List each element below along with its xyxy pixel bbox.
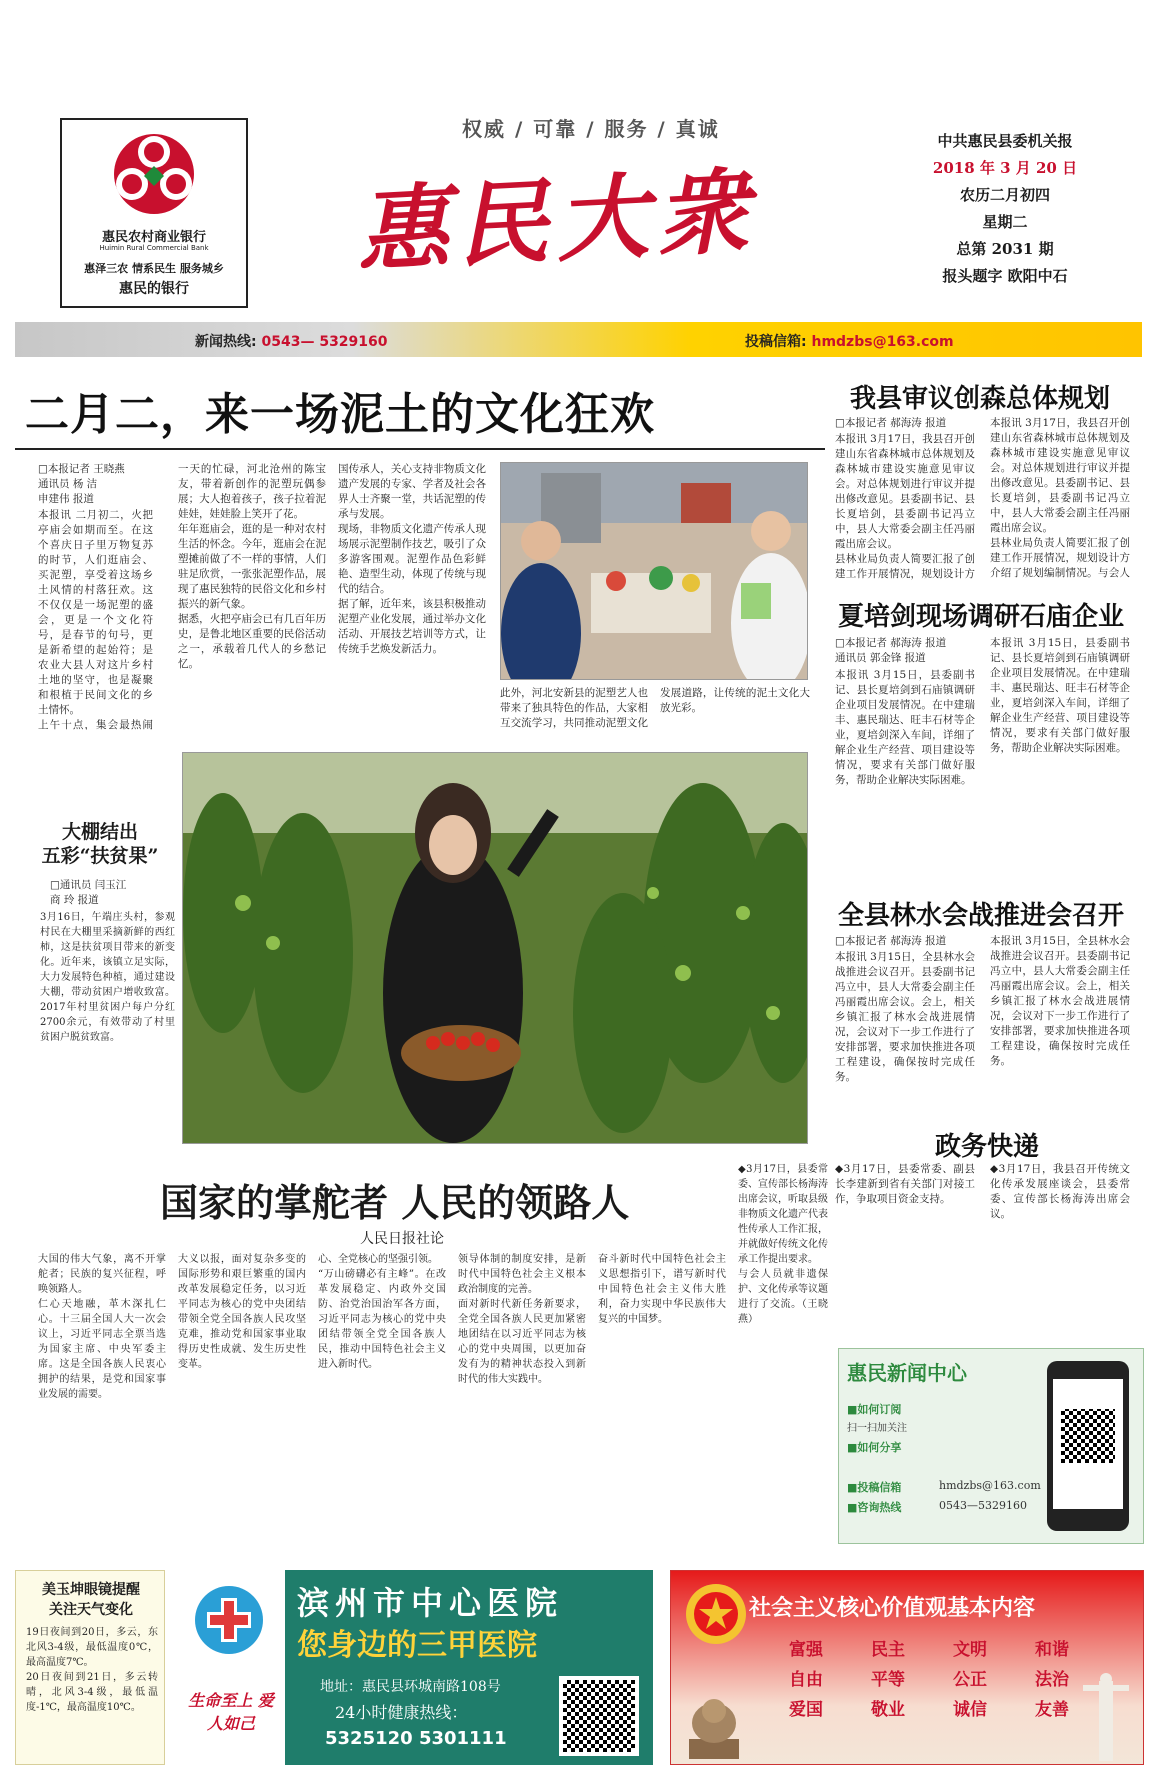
submit-email-address[interactable]: hmdzbs@163.com: [811, 334, 954, 350]
masthead-calligrapher: 报头题字 欧阳中石: [942, 267, 1068, 285]
editorial-col-4: 领导体制的制度安排，是新时代中国特色社会主义根本政治制度的完善。 面对新时代新任务新要求，全党全国各族人民更加紧密地团结在以习近平同志为核心的党中央周围，以更加奋发有为的精神状态投入到新时代的伟大实践中。: [458, 1254, 586, 1385]
value-youshan: 友善: [1035, 1700, 1069, 1720]
qr-line-scan: 扫一扫加关注: [847, 1423, 907, 1434]
hospital-motto: 生命至上 爱人如己: [188, 1691, 274, 1733]
editorial-source: 人民日报社论: [360, 1231, 444, 1247]
weather-box: [15, 1570, 165, 1765]
value-minzhu: 民主: [871, 1640, 905, 1660]
bank-tagline: 惠民的银行: [119, 281, 189, 297]
stone-lion-icon: [679, 1689, 749, 1761]
news-hotline-number[interactable]: 0543— 5329160: [261, 334, 388, 350]
party-emblem-icon: [681, 1579, 751, 1649]
news-3-text-a: 本报讯 3月15日，全县林水会战推进会议召开。县委副书记冯立中，县人大常委会副主任冯丽霞出席会议。会上，相关乡镇汇报了林水会战进展情况，会议对下一步工作进行了安排部署，要求加快推进各项工程建设，确保按时完成任务。: [835, 951, 975, 1083]
huabiao-pillar-icon: [1071, 1671, 1141, 1761]
news-hotline: [195, 331, 388, 351]
lead-col-5: 发展道路，让传统的泥土文化大放光彩。: [660, 687, 810, 714]
value-aiguo: 爱国: [789, 1700, 823, 1720]
qr-code-icon[interactable]: [1061, 1409, 1115, 1463]
hospital-name: 滨州市中心医院: [297, 1584, 564, 1622]
phone-icon: [1047, 1361, 1129, 1531]
value-ziyou: 自由: [789, 1670, 823, 1690]
masthead-issue: 总第 2031 期: [956, 240, 1054, 258]
masthead-info: [905, 128, 1105, 290]
bank-slogan: 惠泽三农 情系民生 服务城乡: [84, 262, 224, 275]
bank-name-en: Huimin Rural Commercial Bank: [99, 244, 209, 252]
lead-col-1: 本报讯 二月初二，火把亭庙会如期而至。在这个喜庆日子里万物复苏的时节，人们逛庙会、买泥塑，享受着这场乡土风情的村落狂欢。这不仅仅是一场泥塑的盛会，更是一个文化符号，是春节的句号，更是新希望的起始符；是农业大县人对这片乡村土地的坚守，也是凝聚和根植于民间文化的乡土情怀。 上午十点，集会最热闹: [38, 509, 153, 730]
lead-rule: [15, 448, 825, 450]
news-2-text-b: 本报讯 3月15日，县委副书记、县长夏培剑到石庙镇调研企业项目发展情况。在中建瑞丰、惠民瑞达、旺丰石材等企业，夏培剑深入车间，详细了解企业生产经营、项目建设等情况，要求有关部门做好服务，帮助企业解决实际困难。: [990, 637, 1130, 754]
masthead-title: 惠民大衆: [353, 156, 759, 286]
hotline-bar: [15, 322, 1142, 357]
bank-logo-icon: [102, 128, 206, 220]
value-chengxin: 诚信: [953, 1700, 987, 1720]
qr-line-phone: ■咨询热线: [847, 1501, 902, 1514]
lead-photo-image: [501, 463, 808, 680]
value-jingye: 敬业: [871, 1700, 905, 1720]
lead-col-2: 一天的忙碌，河北沧州的陈宝友，带着新创作的泥塑玩偶参展；大人抱着孩子，孩子拉着泥娃娃，娃娃脸上笑开了花。 年年逛庙会，逛的是一种对农村生活的怀念。今年，逛庙会在泥塑摊前做了不一样的事情，人们驻足欣赏，一张张泥塑作品，展现了惠民独特的民俗文化和乡村振兴的新气象。 据悉，火把亭庙会已有几百年历史，是鲁北地区重要的民俗活动之一，承载着几代人的乡愁记忆。: [178, 463, 326, 670]
masthead-weekday: 星期二: [982, 213, 1028, 231]
core-values-row-1: [789, 1635, 1069, 1660]
news-3-byline: □本报记者 郝海涛 报道: [835, 935, 947, 947]
submit-email: [745, 331, 954, 351]
qr-line-share: ■如何分享: [847, 1441, 902, 1454]
weather-title-1: 美玉坤眼镜提醒: [42, 1582, 140, 1598]
core-values-ad: [670, 1570, 1144, 1765]
news-1-text-b: 本报讯 3月17日，我县召开创建山东省森林城市总体规划及森林城市建设实施意见审议会。对总体规划进行审议并提出修改意见。县委副书记、县长夏培剑，县委副书记冯立中，县人大常委会副主任冯丽霞出席会议。 县林业局负责人简要汇报了创建工作开展情况，规划设计方介绍了规划编制情况。与会人: [990, 417, 1130, 579]
news-2-headline[interactable]: 夏培剑现场调研石庙企业: [838, 602, 1125, 632]
value-fuqiang: 富强: [789, 1640, 823, 1660]
hospital-qr-code-icon[interactable]: [559, 1676, 639, 1756]
hospital-cross-icon: [193, 1584, 265, 1656]
hospital-address: 地址：惠民县环城南路108号: [320, 1679, 501, 1695]
qr-phone[interactable]: 0543—5329160: [939, 1499, 1027, 1512]
value-fazhi: 法治: [1035, 1670, 1069, 1690]
bank-ad: [60, 118, 248, 308]
core-values-row-3: [789, 1695, 1069, 1720]
editorial-col-3: 心、全党核心的坚强引领。 “万山磅礴必有主峰”。在改革发展稳定、内政外交国防、治党治国治军各方面，习近平同志为核心的党中央团结带领全党全国各族人民，推动中国特色社会主义进入新时代。: [318, 1254, 446, 1370]
editorial-col-1: 大国的伟大气象，离不开掌舵者；民族的复兴征程，呼唤领路人。 仁心天地融，革木深扎仁心。十三届全国人大一次会议上，习近平同志全票当选为国家主席、中央军委主席。这是全国各族人民衷心拥护的结果，是党和国家事业发展的需要。: [38, 1254, 166, 1400]
editorial-col-2: 大义以报，面对复杂多变的国际形势和艰巨繁重的国内改革发展稳定任务，以习近平同志为核心的党中央团结带领全党全国各族人民攻坚克难，推动党和国家事业取得历史性成就、发生历史性变革。: [178, 1254, 306, 1370]
news-hotline-label: 新闻热线:: [195, 334, 257, 350]
masthead-motto: 权威 / 可靠 / 服务 / 真诚: [462, 117, 720, 141]
feature-photo-image: [183, 753, 808, 1144]
news-2-byline: □本报记者 郝海涛 报道 通讯员 郭金锋 报道: [835, 637, 947, 664]
value-wenming: 文明: [953, 1640, 987, 1660]
editorial-col-6: ◆3月17日，县委常委、宣传部长杨海涛出席会议，听取县级非物质文化遗产代表性传承人工作汇报，并就做好传统文化传承工作提出要求。 与会人员就非遗保护、文化传承等议题进行了交流。（王晓燕）: [738, 1164, 828, 1325]
value-hexie: 和谐: [1035, 1640, 1069, 1660]
brief-1: ◆3月17日，县委常委、副县长李建新到省有关部门对接工作，争取项目资金支持。: [835, 1163, 975, 1205]
feature-headline[interactable]: 大棚结出 五彩“扶贫果”: [41, 821, 159, 867]
qr-line-email: ■投稿信箱: [847, 1481, 902, 1494]
news-1-text-a: 本报讯 3月17日，我县召开创建山东省森林城市总体规划及森林城市建设实施意见审议会。对总体规划进行审议并提出修改意见。县委副书记、县长夏培剑，县委副书记冯立中，县人大常委会副主任冯丽霞出席会议。 县林业局负责人简要汇报了创建工作开展情况，规划设计方: [835, 433, 975, 580]
value-pingdeng: 平等: [871, 1670, 905, 1690]
weather-text: 19日夜间到20日，多云，东北风3-4级，最低温度0℃，最高温度7℃。 20日夜间到21日，多云转晴，北风3-4级，最低温度-1℃，最高温度10℃。: [26, 1627, 158, 1713]
lead-photo: [500, 462, 808, 680]
hospital-slogan: 您身边的三甲医院: [297, 1628, 537, 1663]
hospital-ad[interactable]: [175, 1570, 653, 1765]
hospital-logo-panel: [175, 1570, 285, 1765]
news-3-headline[interactable]: 全县林水会战推进会召开: [838, 901, 1125, 931]
lead-col-3: 国传承人，关心支持非物质文化遗产发展的专家、学者及社会各界人士齐聚一堂，共话泥塑的传承与发展。 现场，非物质文化遗产传承人现场展示泥塑制作技艺，吸引了众多游客围观。泥塑作品色彩鲜艳、造型生动，体现了传统与现代的结合。 据了解，近年来，该县积极推动泥塑产业化发展，通过举办文化活动、开展技艺培训等方式，让传统手艺焕发新活力。: [338, 463, 486, 655]
hospital-hotline-label: 24小时健康热线：: [335, 1703, 468, 1722]
qr-line-subscribe: ■如何订阅: [847, 1403, 902, 1416]
phone-screen: [1053, 1379, 1123, 1509]
submit-email-label: 投稿信箱:: [745, 334, 807, 350]
news-center-ad[interactable]: [838, 1348, 1144, 1544]
news-center-title: 惠民新闻中心: [847, 1361, 967, 1385]
lead-byline: □本报记者 王晓燕 通讯员 杨 洁 申建伟 报道: [38, 463, 125, 505]
value-gongzheng: 公正: [953, 1670, 987, 1690]
qr-email[interactable]: hmdzbs@163.com: [939, 1479, 1041, 1492]
editorial-col-5: 奋斗新时代中国特色社会主义思想指引下，谱写新时代中国特色社会主义伟大胜利，奋力实现中华民族伟大复兴的中国梦。: [598, 1254, 726, 1325]
news-2-text-a: 本报讯 3月15日，县委副书记、县长夏培剑到石庙镇调研企业项目发展情况。在中建瑞丰、惠民瑞达、旺丰石材等企业，夏培剑深入车间，详细了解企业生产经营、项目建设等情况，要求有关部门做好服务，帮助企业解决实际困难。: [835, 669, 975, 786]
feature-photo: [182, 752, 808, 1144]
feature-byline: □通讯员 闫玉江 商 玲 报道: [50, 879, 127, 906]
news-1-byline: □本报记者 郝海涛 报道: [835, 417, 947, 429]
masthead-date: 2018 年 3 月 20 日: [932, 159, 1078, 177]
core-values-title: 社会主义核心价值观基本内容: [749, 1596, 1036, 1621]
bank-name: 惠民农村商业银行: [101, 230, 206, 245]
briefs-headline: 政务快递: [935, 1132, 1040, 1162]
lead-headline[interactable]: 二月二，来一场泥土的文化狂欢: [25, 389, 655, 440]
news-3-text-b: 本报讯 3月15日，全县林水会战推进会议召开。县委副书记冯立中，县人大常委会副主任冯丽霞出席会议。会上，相关乡镇汇报了林水会战进展情况，会议对下一步工作进行了安排部署，要求加快推进各项工程建设，确保按时完成任务。: [990, 935, 1130, 1067]
lead-col-4: 此外，河北安新县的泥塑艺人也带来了独具特色的作品，大家相互交流学习，共同推动泥塑文化: [500, 687, 648, 729]
feature-text: 3月16日，午端庄头村，参观村民在大棚里采摘新鲜的西红柿，这是扶贫项目带来的新变化。近年来，该镇立足实际，大力发展特色种植，通过建设大棚，带动贫困户增收致富。2017年村里贫困户每户分红2700余元，有效带动了村里贫困户脱贫致富。: [40, 912, 175, 1043]
hospital-phones[interactable]: 5325120 5301111: [325, 1728, 507, 1749]
masthead-org: 中共惠民县委机关报: [937, 132, 1073, 150]
weather-title-2: 关注天气变化: [49, 1602, 133, 1618]
news-1-headline[interactable]: 我县审议创森总体规划: [850, 384, 1111, 414]
masthead-lunar: 农历二月初四: [959, 186, 1050, 204]
brief-2: ◆3月17日，我县召开传统文化传承发展座谈会，县委常委、宣传部长杨海涛出席会议。: [990, 1163, 1130, 1220]
editorial-headline[interactable]: 国家的掌舵者 人民的领路人: [160, 1180, 630, 1225]
core-values-row-2: [789, 1665, 1069, 1690]
